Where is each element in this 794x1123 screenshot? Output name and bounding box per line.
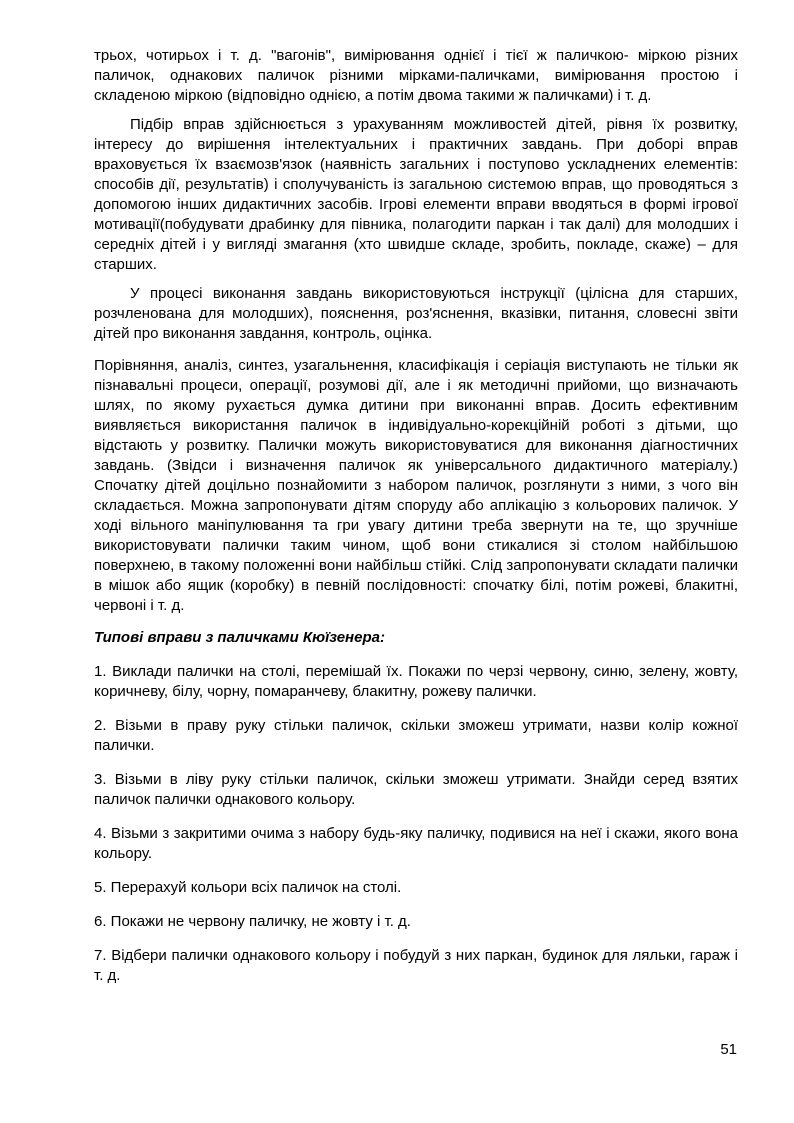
- section-heading: Типові вправи з паличками Кюїзенера:: [94, 629, 385, 646]
- paragraph-methods: Порівняння, аналіз, синтез, узагальнення, класифікація і серіація виступають не тільки як пізнавальні процеси, операції, розумові дії, але і як методичні прийоми, що визначають шлях, по якому рухається думка дитини при виконанні вправ. Досить ефективним виявляється використання паличок в індивідуально-корекційній роботі з дітьми, що відстають у розвитку. Палички можуть використовуватися для виконання діагностичних завдань. (Звідси і визначення паличок як універсального дидактичного матеріалу.) Спочатку дітей доцільно познайомити з набором паличок, розглянути з ними, з чого він складається. Можна запропонувати дітям споруду або аплікацію з кольорових паличок. У ході вільного маніпулювання та гри увагу дитини треба звернути на те, що зручніше використовувати палички таким чином, щоб вони стикалися зі столом найбільшою поверхнею, в такому положенні вони найбільш стійкі. Слід запропонувати складати палички в мішок або ящик (коробку) в певній послідовності: спочатку білі, потім рожеві, блакитні, червоні і т. д.: [94, 357, 738, 614]
- page-number: 51: [720, 1041, 737, 1058]
- list-item: 1. Виклади палички на столі, перемішай їх. Покажи по черзі червону, синю, зелену, жовту, коричневу, білу, чорну, помаранчеву, блакитну, рожеву палички.: [94, 663, 738, 700]
- paragraph-exercise-selection: Підбір вправ здійснюється з урахуванням можливостей дітей, рівня їх розвитку, інтересу до вирішення інтелектуальних і практичних завдань. При доборі вправ враховується їх взаємозв'язок (наявність загальних і поступово ускладнених елементів: способів дії, результатів) і сполучуваність із загальною системою вправ, що проводяться з допомогою інших дидактичних засобів. Ігрові елементи вправи вводяться в формі ігрової мотивації(побудувати драбинку для півника, полагодити паркан і так далі) для молодших і середніх дітей і у вигляді змагання (хто швидше складе, зробить, покладе, скаже) – для старших.: [94, 116, 738, 273]
- document-page: [94, 46, 738, 986]
- list-item: 2. Візьми в праву руку стільки паличок, скільки зможеш утримати, назви колір кожної палички.: [94, 717, 738, 754]
- list-item: 3. Візьми в ліву руку стільки паличок, скільки зможеш утримати. Знайди серед взятих паличок палички однакового кольору.: [94, 771, 738, 808]
- list-item: 6. Покажи не червону паличку, не жовту і т. д.: [94, 913, 411, 930]
- paragraph-continuation: трьох, чотирьох і т. д. "вагонів", вимірювання однієї і тієї ж паличкою- міркою різних паличок, однакових паличок різними мірками-паличками, вимірювання простою і складеною міркою (відповідно однією, а потім двома такими ж паличками) і т. д.: [94, 47, 738, 104]
- exercise-list: [94, 662, 738, 986]
- paragraph-instructions: У процесі виконання завдань використовуються інструкції (цілісна для старших, розчленована для молодших), пояснення, роз'яснення, вказівки, питання, словесні звіти дітей про виконання завдання, контроль, оцінка.: [94, 285, 738, 342]
- list-item: 5. Перерахуй кольори всіх паличок на столі.: [94, 879, 402, 896]
- list-item: 7. Відбери палички однакового кольору і побудуй з них паркан, будинок для ляльки, гараж і т. д.: [94, 947, 738, 984]
- list-item: 4. Візьми з закритими очима з набору будь-яку паличку, подивися на неї і скажи, якого вона кольору.: [94, 825, 738, 862]
